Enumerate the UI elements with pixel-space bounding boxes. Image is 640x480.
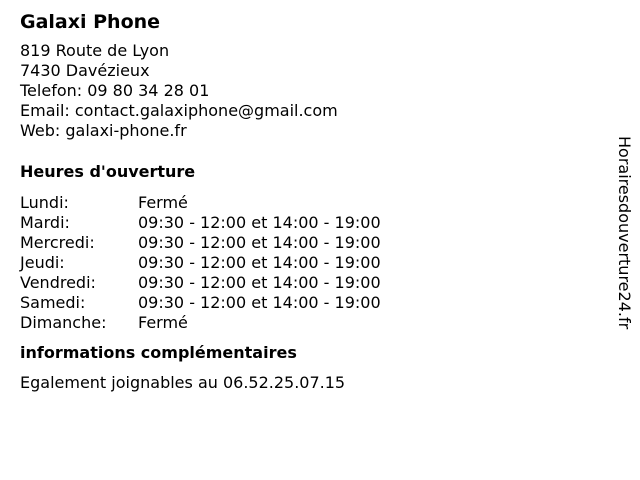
business-name: Galaxi Phone (20, 11, 161, 33)
email-link[interactable]: contact.galaxiphone@gmail.com (74, 101, 338, 120)
day-label: Jeudi: (20, 253, 65, 272)
phone-line (20, 81, 600, 101)
hours-row-tuesday (20, 213, 600, 233)
phone-label: Telefon: (20, 81, 83, 100)
day-hours: Fermé (138, 313, 188, 332)
day-label: Vendredi: (20, 273, 96, 292)
info-text: Egalement joignables au 06.52.25.07.15 (20, 373, 346, 392)
hours-table (20, 193, 600, 333)
day-label: Lundi: (20, 193, 69, 212)
web-line (20, 121, 600, 141)
day-hours: 09:30 - 12:00 et 14:00 - 19:00 (138, 253, 381, 272)
day-label: Mardi: (20, 213, 70, 232)
hours-row-thursday (20, 253, 600, 273)
hours-row-wednesday (20, 233, 600, 253)
address-line-1: 819 Route de Lyon (20, 41, 170, 60)
hours-row-friday (20, 273, 600, 293)
day-label: Samedi: (20, 293, 86, 312)
info-heading: informations complémentaires (20, 343, 297, 362)
day-label: Mercredi: (20, 233, 95, 252)
day-hours: 09:30 - 12:00 et 14:00 - 19:00 (138, 213, 381, 232)
web-link[interactable]: galaxi-phone.fr (65, 121, 187, 140)
email-label: Email: (20, 101, 70, 120)
side-watermark: Horairesdouverture24.fr (615, 136, 634, 330)
phone-link[interactable]: 09 80 34 28 01 (87, 81, 210, 100)
day-hours: 09:30 - 12:00 et 14:00 - 19:00 (138, 233, 381, 252)
hours-row-saturday (20, 293, 600, 313)
day-hours: 09:30 - 12:00 et 14:00 - 19:00 (138, 293, 381, 312)
business-card (20, 10, 600, 393)
day-hours: 09:30 - 12:00 et 14:00 - 19:00 (138, 273, 381, 292)
day-hours: Fermé (138, 193, 188, 212)
email-line (20, 101, 600, 121)
hours-row-sunday (20, 313, 600, 333)
hours-heading: Heures d'ouverture (20, 162, 196, 181)
web-label: Web: (20, 121, 61, 140)
address-line-2: 7430 Davézieux (20, 61, 150, 80)
day-label: Dimanche: (20, 313, 107, 332)
hours-row-monday (20, 193, 600, 213)
